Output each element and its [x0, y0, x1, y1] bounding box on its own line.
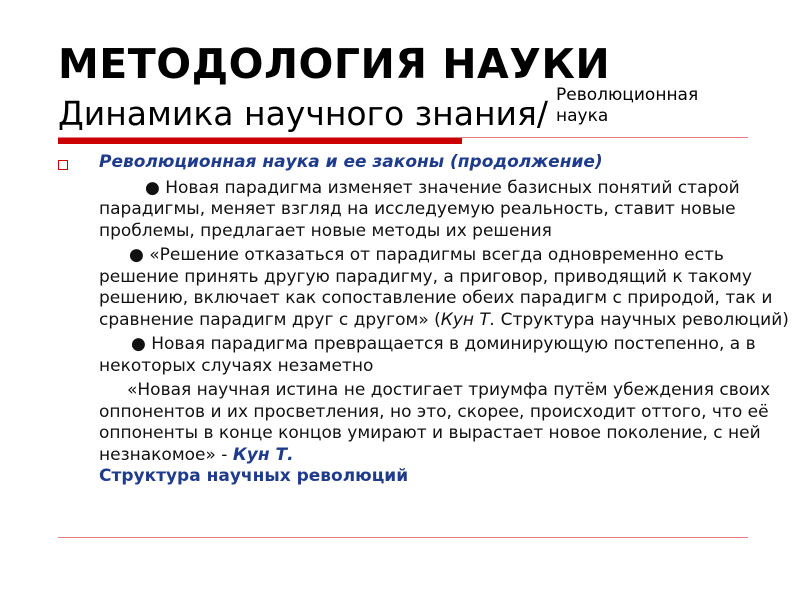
quote-book-title: Структура научных революций [99, 466, 409, 486]
paragraph-3-text: ● Новая парадигма превращается в доминирующую постепенно, а в некоторых случаях незаметно [99, 334, 756, 376]
title-accent-bar [58, 138, 462, 144]
slide-body [99, 152, 789, 491]
paragraph-1-text: ● Новая парадигма изменяет значение базисных понятий старой парадигмы, меняет взгляд на исследуемую реальность, ставит новые проблемы, предлагает новые методы их решения [99, 177, 740, 241]
paragraph-2-text: ● «Решение отказаться от парадигмы всегда одновременно есть решение принять другую парадигму, а приговор, приводящий к такому решению, включает как сопоставление обеих парадигм с природой, так и сравнение парадигм друг с другом» ( [99, 245, 773, 330]
footer-divider-line [58, 537, 748, 538]
subtitle-topic: Революционная наука [556, 85, 699, 126]
square-bullet-icon [58, 160, 68, 170]
paragraph-4-text: «Новая научная истина не достигает триумфа путём убеждения своих оппонентов и их просветления, но это, скорее, происходит оттого, что её оппоненты в конце концов умирают и вырастает новое поколение, с ней незнакомое» - [99, 380, 771, 465]
paragraph-4 [99, 380, 789, 488]
citation-source: Структура научных революций) [495, 309, 789, 330]
citation-author: Кун Т. [440, 309, 496, 330]
section-heading: Революционная наука и ее законы (продолжение) [99, 152, 603, 172]
slide-subtitle: Динамика научного знания/ [58, 94, 548, 133]
paragraph-3 [99, 334, 789, 377]
slide-title: МЕТОДОЛОГИЯ НАУКИ [58, 40, 611, 88]
quote-author: Кун Т. [232, 444, 294, 465]
paragraph-2 [99, 245, 789, 331]
paragraph-1 [99, 178, 789, 243]
